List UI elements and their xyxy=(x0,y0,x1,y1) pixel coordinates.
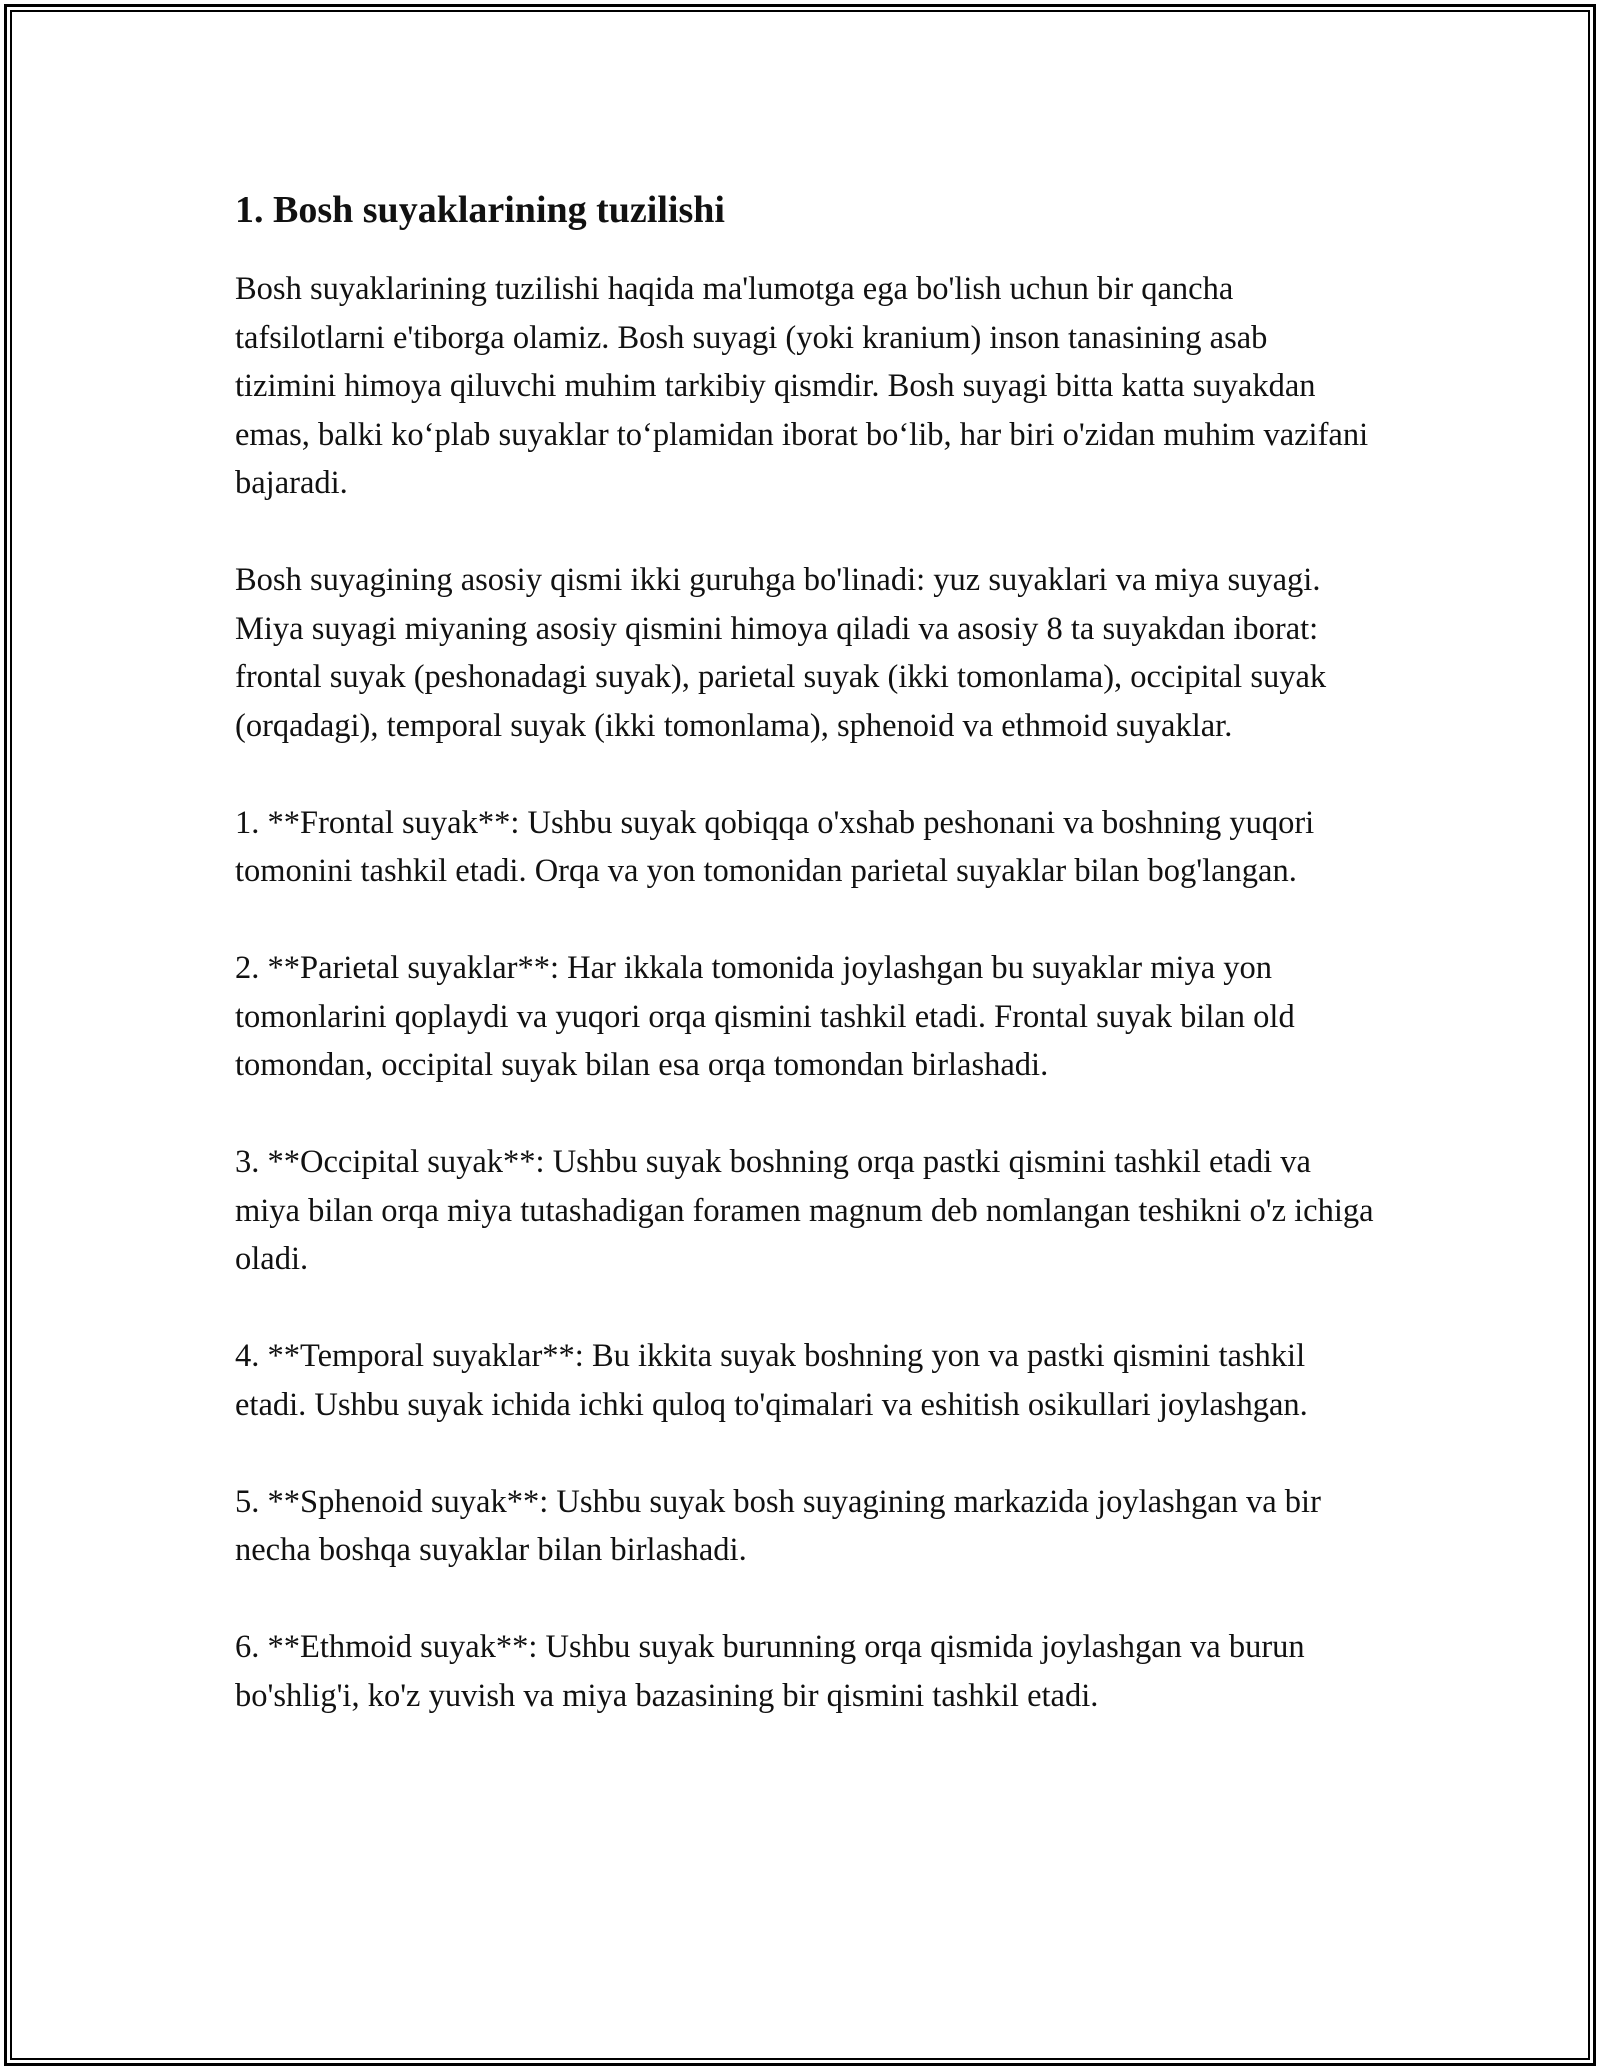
list-item-temporal: 4. **Temporal suyaklar**: Bu ikkita suyak boshning yon va pastki qismini tashkil etadi. Ushbu suyak ichida ichki quloq to'qimalari va eshitish osikullari joylashgan. xyxy=(235,1338,1308,1423)
intro-paragraph: Bosh suyaklarining tuzilishi haqida ma'lumotga ega bo'lish uchun bir qancha tafsilotlarni e'tiborga olamiz. Bosh suyagi (yoki kranium) inson tanasining asab tizimini himoya qiluvchi muhim tarkibiy qismdir. Bosh suyagi bitta katta suyakdan emas, balki ko‘plab suyaklar to‘plamidan iborat bo‘lib, har biri o'zidan muhim vazifani bajaradi. xyxy=(235,271,1369,501)
document-title: 1. Bosh suyaklarining tuzilishi xyxy=(235,189,725,231)
list-item-sphenoid: 5. **Sphenoid suyak**: Ushbu suyak bosh suyagining markazida joylashgan va bir necha boshqa suyaklar bilan birlashadi. xyxy=(235,1483,1321,1568)
list-item-ethmoid: 6. **Ethmoid suyak**: Ushbu suyak burunning orqa qismida joylashgan va burun bo'shlig'i, ko'z yuvish va miya bazasining bir qismini tashkil etadi. xyxy=(235,1629,1305,1714)
bone-groups-paragraph: Bosh suyagining asosiy qismi ikki guruhga bo'linadi: yuz suyaklari va miya suyagi. Miya suyagi miyaning asosiy qismini himoya qiladi va asosiy 8 ta suyakdan iborat: frontal suyak (peshonadagi suyak), parietal suyak (ikki tomonlama), occipital suyak (orqadagi), temporal suyak (ikki tomonlama), sphenoid va ethmoid suyaklar. xyxy=(235,562,1327,744)
document-body xyxy=(235,185,1375,1769)
list-item-occipital: 3. **Occipital suyak**: Ushbu suyak boshning orqa pastki qismini tashkil etadi va miya bilan orqa miya tutashadigan foramen magnum deb nomlangan teshikni o'z ichiga oladi. xyxy=(235,1144,1374,1277)
list-item-parietal: 2. **Parietal suyaklar**: Har ikkala tomonida joylashgan bu suyaklar miya yon tomonlarini qoplaydi va yuqori orqa qismini tashkil etadi. Frontal suyak bilan old tomondan, occipital suyak bilan esa orqa tomondan birlashadi. xyxy=(235,950,1295,1083)
list-item-frontal: 1. **Frontal suyak**: Ushbu suyak qobiqqa o'xshab peshonani va boshning yuqori tomonini tashkil etadi. Orqa va yon tomonidan parietal suyaklar bilan bog'langan. xyxy=(235,804,1315,889)
